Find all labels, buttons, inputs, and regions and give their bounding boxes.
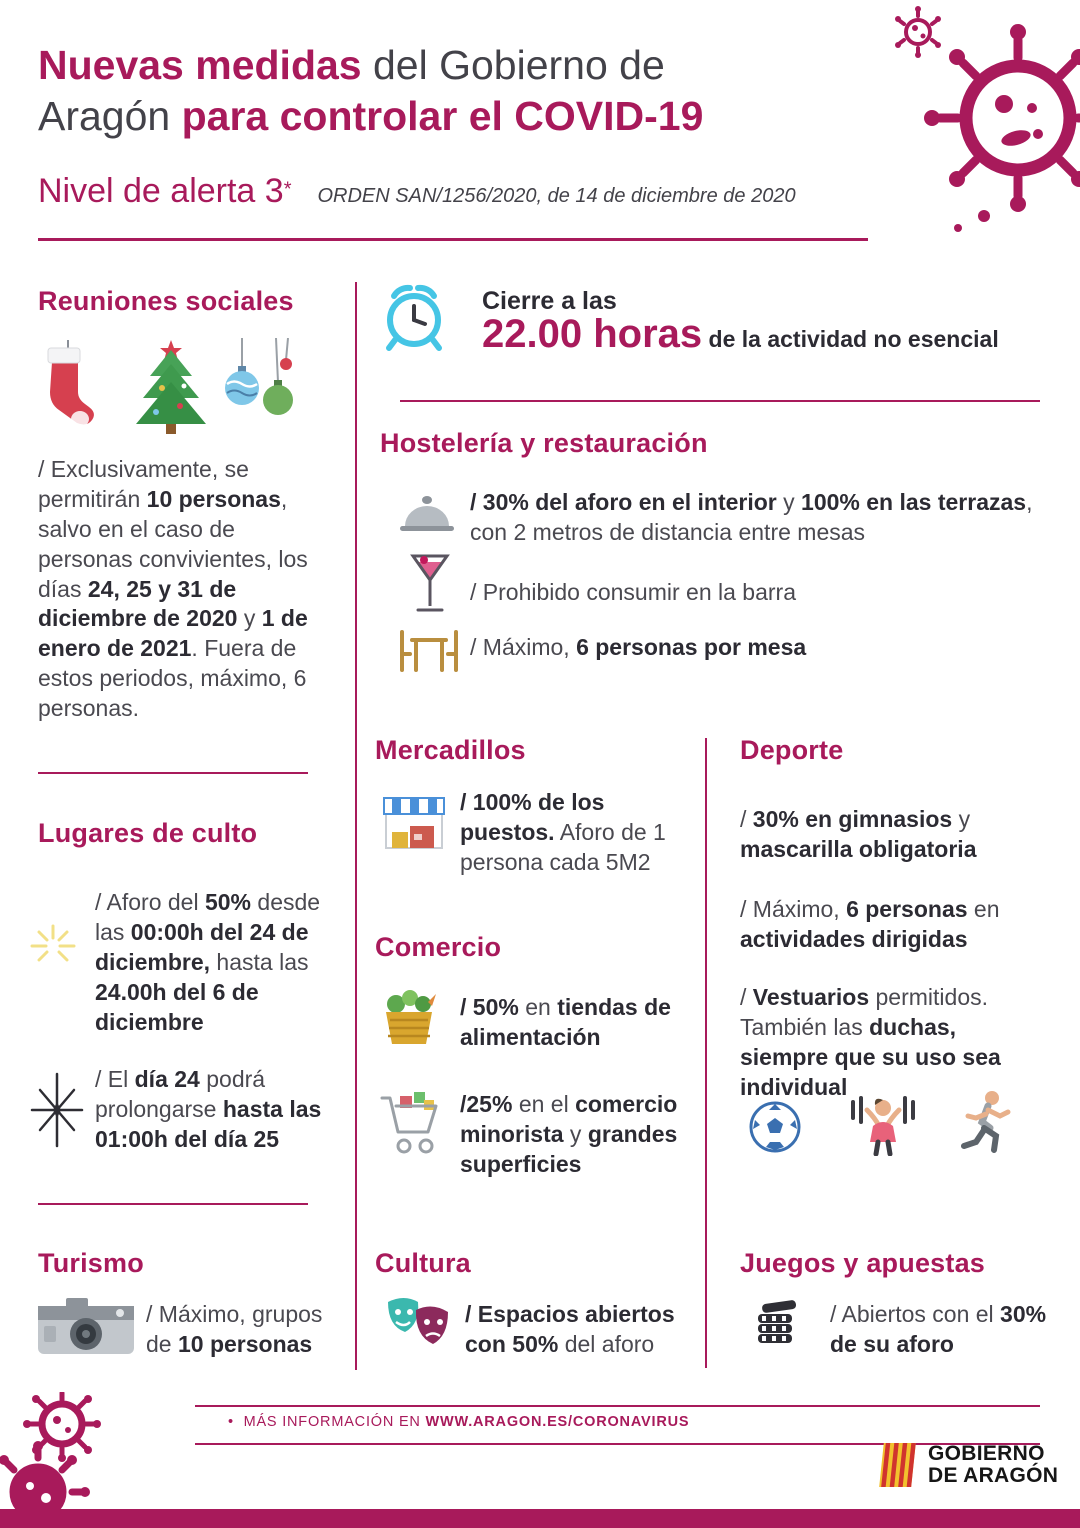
virus-icon-footer	[0, 1392, 170, 1510]
comercio-item-minorista: /25% en el comercio minorista y grandes superficies	[460, 1091, 678, 1177]
cocktail-icon	[410, 552, 450, 618]
title-plain-2: Aragón	[38, 92, 182, 139]
section-deporte-heading: Deporte	[740, 735, 844, 765]
alarm-clock-icon	[382, 282, 446, 352]
title-plain-1: del Gobierno de	[361, 42, 665, 88]
shopping-cart-icon	[378, 1088, 442, 1158]
hosteleria-item-barra: / Prohibido consumir en la barra	[470, 579, 796, 605]
cultura-text: / Espacios abiertos con 50% del aforo	[465, 1301, 675, 1357]
footer-info: • MÁS INFORMACIÓN EN WWW.ARAGON.ES/CORONAVIRUS	[228, 1414, 690, 1430]
footer-divider-top	[195, 1405, 1040, 1407]
hosteleria-item-mesa: / Máximo, 6 personas por mesa	[470, 634, 807, 660]
footer-url: WWW.ARAGON.ES/CORONAVIRUS	[425, 1414, 690, 1430]
section-juegos-heading: Juegos y apuestas	[740, 1248, 986, 1278]
star-sparkle-icon	[28, 1072, 86, 1148]
column-divider-left	[355, 282, 357, 1370]
bullet: •	[228, 1414, 234, 1430]
camera-icon	[36, 1294, 136, 1358]
page-title	[38, 40, 878, 142]
alert-asterisk: *	[283, 178, 292, 201]
title-accent-1: Nuevas medidas	[38, 42, 362, 88]
cierre-time: 22.00 horas	[482, 312, 703, 356]
cierre-divider	[400, 400, 1040, 402]
gobierno-aragon-logo	[878, 1441, 1058, 1489]
header-divider	[38, 238, 868, 241]
candle-glow-icon	[26, 918, 81, 973]
turismo-text: / Máximo, grupos de 10 personas	[146, 1301, 323, 1357]
cierre-line2: 22.00 horas de la actividad no esencial	[482, 312, 999, 356]
soccer-ball-icon	[748, 1100, 802, 1154]
alert-level-row	[38, 172, 796, 211]
section-comercio-heading: Comercio	[375, 932, 502, 962]
left-divider-2	[38, 1203, 308, 1205]
deporte-item-gimnasios: / 30% en gimnasios y mascarilla obligatoria	[740, 806, 977, 862]
left-divider-1	[38, 772, 308, 774]
column-divider-right	[705, 738, 707, 1368]
section-turismo-heading: Turismo	[38, 1248, 144, 1278]
christmas-tree-icon	[128, 336, 214, 436]
cierre-line1: Cierre a las	[482, 287, 617, 315]
theater-masks-icon	[382, 1294, 454, 1354]
culto-item-dia24: / El día 24 podrá prolongarse hasta las 01:00h del día 25	[95, 1066, 322, 1152]
serving-dish-icon	[398, 492, 456, 536]
order-reference: ORDEN SAN/1256/2020, de 14 de diciembre de 2020	[317, 185, 796, 207]
alert-level: Nivel de alerta 3	[38, 172, 284, 210]
deporte-item-personas: / Máximo, 6 personas en actividades dirigidas	[740, 896, 1000, 952]
comercio-item-alimentacion: / 50% en tiendas de alimentación	[460, 994, 671, 1050]
aragon-flag-icon	[878, 1441, 918, 1489]
hosteleria-item-aforo: / 30% del aforo en el interior y 100% en las terrazas, con 2 metros de distancia entre mesas	[470, 489, 1033, 545]
grocery-basket-icon	[380, 988, 438, 1048]
market-stall-icon	[382, 794, 446, 854]
section-hosteleria-heading: Hostelería y restauración	[380, 428, 708, 458]
virus-icon	[888, 6, 1080, 238]
reuniones-text: / Exclusivamente, se permitirán 10 personas, salvo en el caso de personas convivientes, los días 24, 25 y 31 de diciembre de 2020 y 1 de enero de 2021. Fuera de estos periodos, máximo, 6 personas.	[38, 456, 308, 722]
title-accent-2: para controlar el COVID-19	[181, 92, 704, 139]
stocking-icon	[42, 340, 94, 432]
logo-line2: DE ARAGÓN	[928, 1464, 1059, 1487]
section-reuniones-heading: Reuniones sociales	[38, 286, 294, 316]
section-culto-heading: Lugares de culto	[38, 818, 258, 848]
section-cultura-heading: Cultura	[375, 1248, 471, 1278]
mercadillos-text: / 100% de los puestos. Aforo de 1 persona cada 5M2	[460, 789, 666, 875]
deporte-item-vestuarios: / Vestuarios permitidos. También las duchas, siempre que su uso sea individual	[740, 984, 1001, 1100]
poker-chips-icon	[752, 1294, 804, 1352]
bottom-bar	[0, 1509, 1080, 1528]
logo-line1: GOBIERNO	[928, 1441, 1045, 1465]
weightlifter-icon	[845, 1092, 921, 1156]
table-chairs-icon	[398, 628, 460, 674]
section-mercadillos-heading: Mercadillos	[375, 735, 526, 765]
culto-item-aforo: / Aforo del 50% desde las 00:00h del 24 de diciembre, hasta las 24.00h del 6 de diciembre	[95, 889, 321, 1035]
baubles-icon	[222, 338, 298, 434]
juegos-text: / Abiertos con el 30% de su aforo	[830, 1301, 1047, 1357]
runner-icon	[958, 1090, 1014, 1156]
